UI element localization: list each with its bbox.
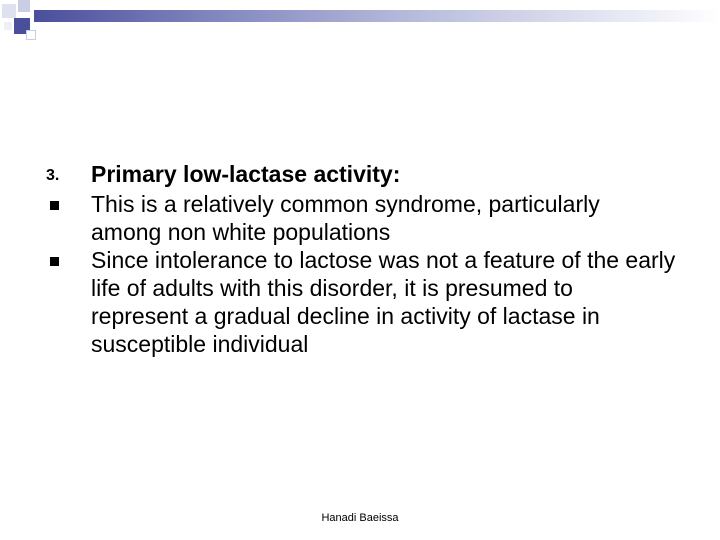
list-item-numbered (46, 160, 676, 190)
list-item (46, 190, 676, 246)
header-gradient-bar (34, 10, 720, 22)
slide-footer: Hanadi Baeissa (321, 512, 399, 524)
list-item (46, 246, 676, 358)
list-item-text: Since intolerance to lactose was not a feature of the early life of adults with this disorder, it is presumed to represent a gradual decline in activity of lactase in susceptible individual (91, 247, 676, 357)
list-item-heading: Primary low-lactase activity: (91, 161, 401, 187)
decorative-square (2, 4, 16, 18)
list-item-text: This is a relatively common syndrome, particularly among non white populations (91, 191, 600, 245)
decorative-square (18, 0, 30, 12)
slide-content (46, 160, 676, 358)
decorative-square (26, 30, 36, 40)
square-bullet-icon (50, 257, 59, 266)
list-number: 3. (46, 167, 60, 184)
square-bullet-icon (50, 201, 59, 210)
decorative-square (4, 22, 12, 30)
